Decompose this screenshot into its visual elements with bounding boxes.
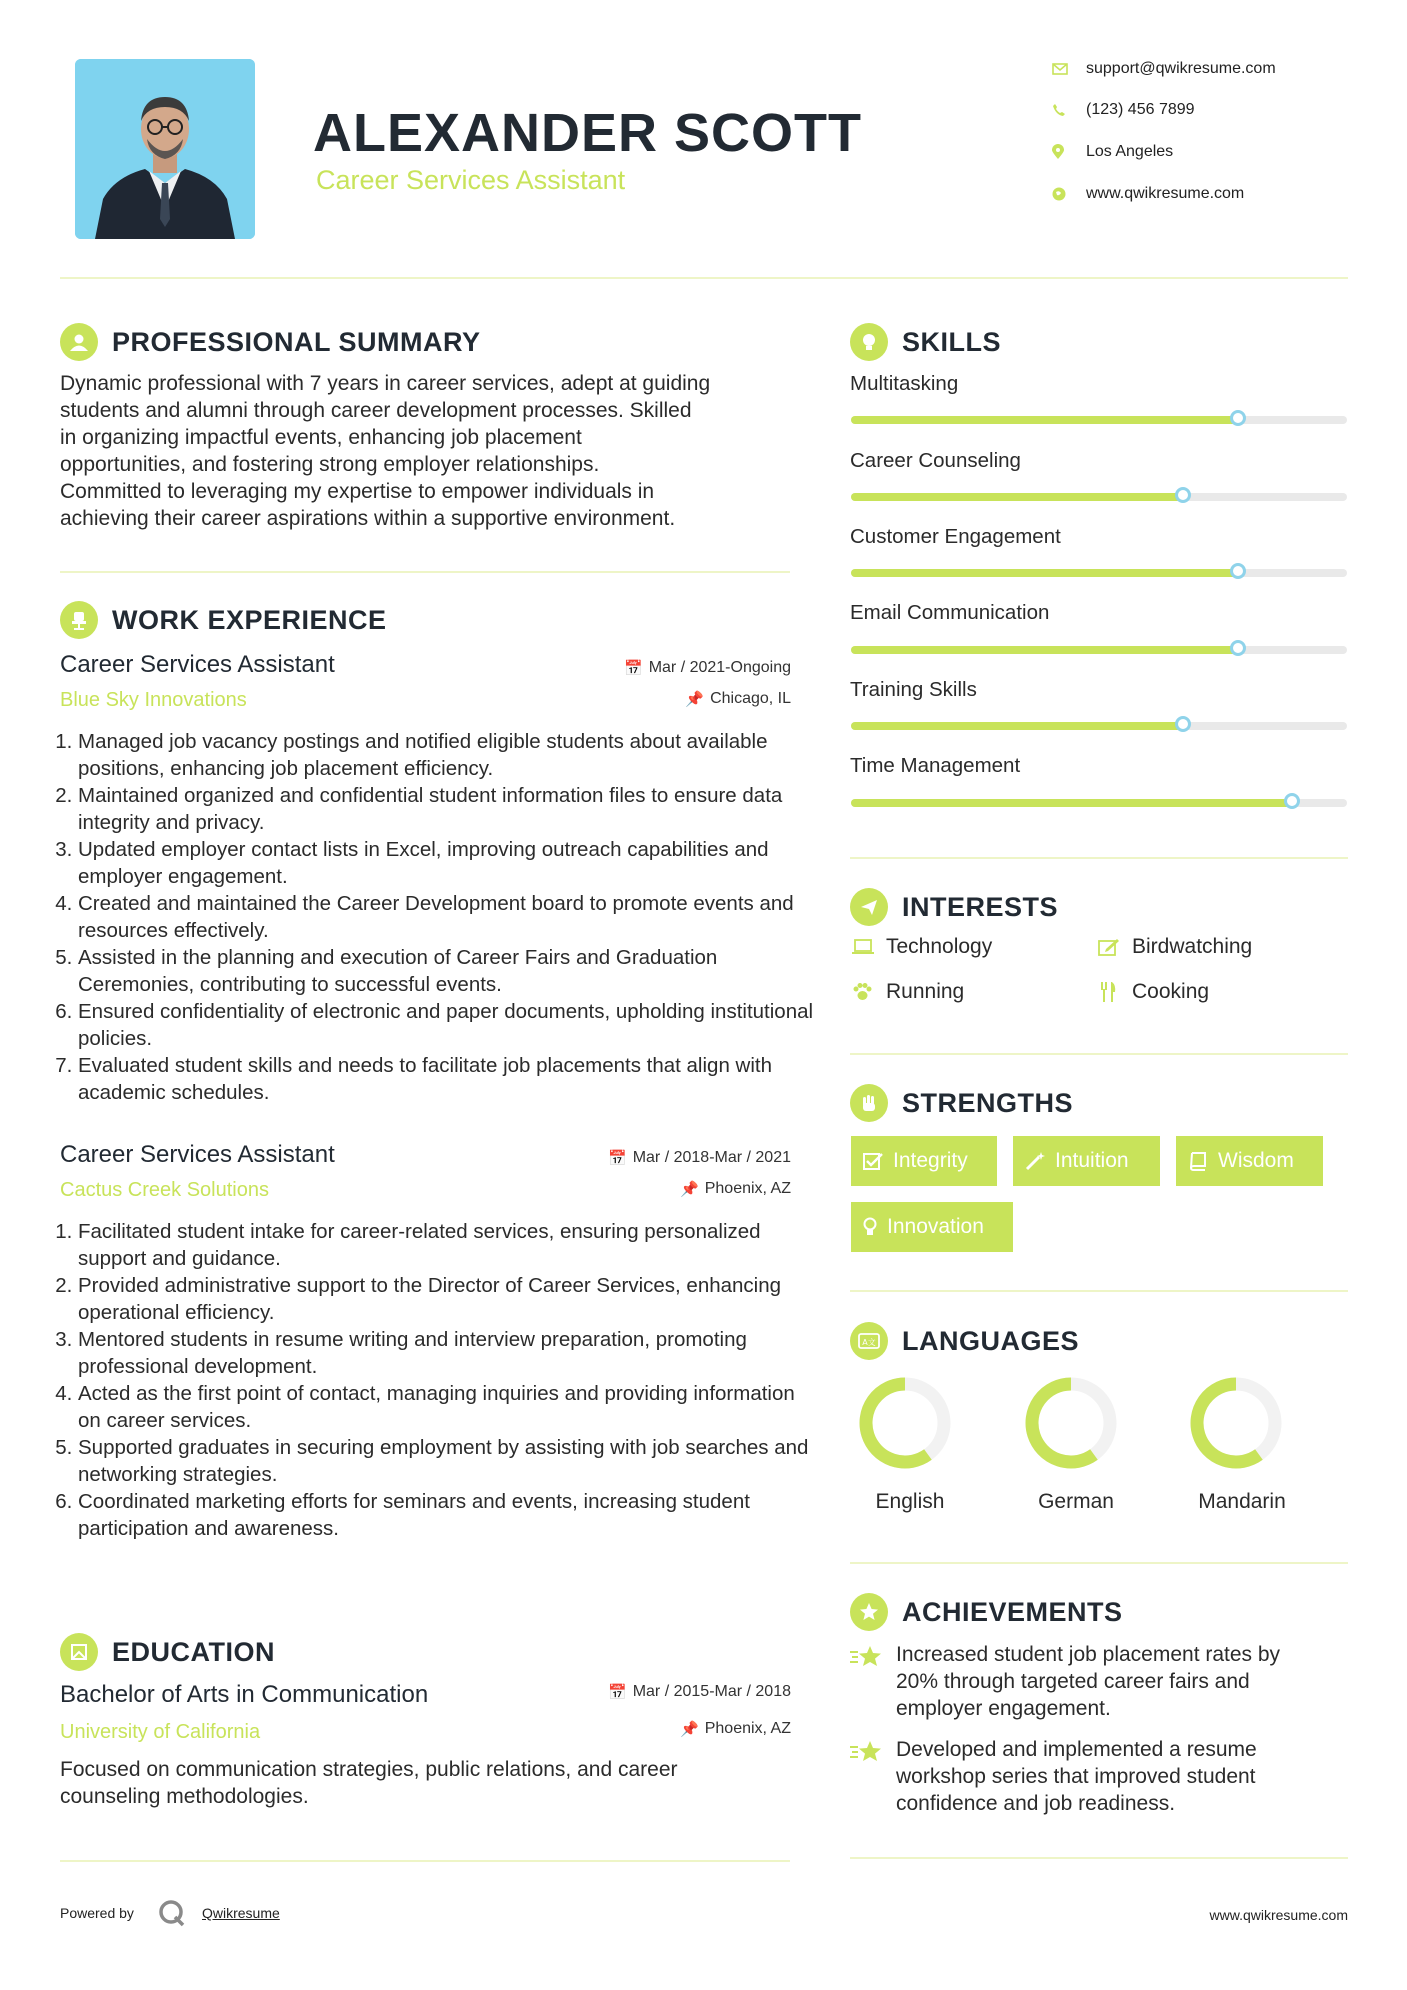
education-line: counseling methodologies. [60, 1785, 309, 1808]
interests-heading [850, 888, 1058, 926]
achievement-line: workshop series that improved student [896, 1765, 1256, 1788]
summary-line: opportunities, and fostering strong employer relationships. [60, 453, 600, 476]
list-item: 4. Acted as the first point of contact, managing inquiries and providing information on career services. [78, 1380, 818, 1434]
skill-bar [851, 493, 1347, 501]
edit-icon [1098, 938, 1132, 956]
section-divider [850, 1053, 1348, 1055]
skills-heading [850, 323, 1001, 361]
book-icon [1188, 1151, 1208, 1171]
job-location-text: Chicago, IL [710, 690, 791, 707]
svg-text:A文: A文 [862, 1338, 876, 1347]
achievement-line: Developed and implemented a resume [896, 1738, 1257, 1761]
list-item: 5. Supported graduates in securing employment by assisting with job searches and networking strategies. [78, 1434, 818, 1488]
section-divider [850, 1857, 1348, 1859]
calendar-icon: 📅 [608, 1684, 627, 1701]
list-item: 2. Maintained organized and confidential student information files to ensure data integrity and privacy. [78, 782, 818, 836]
education-description [60, 1756, 800, 1810]
interest-label: Technology [886, 935, 993, 958]
strength-label: Integrity [893, 1149, 968, 1172]
degree-title: Bachelor of Arts in Communication [60, 1681, 429, 1708]
job-date-text: Mar / 2021-Ongoing [648, 659, 791, 676]
contact-website[interactable] [1052, 182, 1352, 206]
list-item: 6. Coordinated marketing efforts for seminars and events, increasing student participation and awareness. [78, 1488, 818, 1542]
skill-bar-knob [1230, 410, 1246, 426]
magic-wand-icon [1025, 1151, 1045, 1171]
language-arc [1032, 1384, 1094, 1462]
strength-label: Wisdom [1218, 1149, 1294, 1172]
interest-label: Running [886, 980, 965, 1003]
list-item: 5. Assisted in the planning and execution of Career Fairs and Graduation Ceremonies, contributing to successful events. [78, 944, 818, 998]
interest-label: Birdwatching [1132, 935, 1253, 958]
summary-text [60, 370, 800, 532]
skill-name: Customer Engagement [850, 525, 1061, 548]
globe-icon [1052, 187, 1086, 201]
strength-tag [1176, 1136, 1323, 1186]
skill-bar [851, 722, 1347, 730]
summary-line: Dynamic professional with 7 years in career services, adept at guiding [60, 372, 711, 395]
languages-heading [850, 1322, 1079, 1360]
job-company: Blue Sky Innovations [60, 689, 247, 711]
skill-bar-fill [851, 722, 1183, 730]
summary-title: PROFESSIONAL SUMMARY [112, 326, 481, 357]
skill-bar [851, 646, 1347, 654]
list-item: 7. Evaluated student skills and needs to facilitate job placements that align with academic schedules. [78, 1052, 818, 1106]
lightbulb-icon [863, 1217, 877, 1237]
education-line: Focused on communication strategies, public relations, and career [60, 1758, 678, 1781]
education-date [500, 1683, 791, 1701]
section-divider [60, 571, 790, 573]
work-heading [60, 601, 387, 639]
achievement-line: Increased student job placement rates by [896, 1643, 1281, 1666]
achievements-title: ACHIEVEMENTS [902, 1596, 1123, 1627]
skill-name: Email Communication [850, 601, 1050, 624]
strength-label: Innovation [887, 1215, 984, 1238]
education-heading [60, 1633, 275, 1671]
envelope-icon [1052, 63, 1086, 75]
language-ring [855, 1373, 955, 1473]
language-name: Mandarin [1198, 1490, 1286, 1513]
summary-line: Committed to leveraging my expertise to empower individuals in [60, 480, 655, 503]
skill-bar-knob [1175, 487, 1191, 503]
section-divider [850, 1290, 1348, 1292]
skill-bar-fill [851, 569, 1238, 577]
user-icon [60, 323, 98, 361]
phone-icon [1052, 103, 1086, 117]
language-arc [1197, 1384, 1259, 1462]
skill-bar-fill [851, 799, 1292, 807]
list-item: 1. Managed job vacancy postings and notified eligible students about available positions, enhancing job placement efficiency. [78, 728, 818, 782]
header-divider [60, 277, 1348, 279]
interest-item [852, 935, 992, 959]
graduation-icon [60, 1633, 98, 1671]
job-company: Cactus Creek Solutions [60, 1179, 269, 1201]
job-location [500, 1180, 791, 1198]
achievement-line: 20% through targeted career fairs and [896, 1670, 1250, 1693]
lightbulb-icon [850, 323, 888, 361]
language-name: English [875, 1490, 945, 1513]
summary-heading [60, 323, 481, 361]
paw-icon [852, 983, 886, 1001]
school-name: University of California [60, 1721, 261, 1743]
achievement-line: confidence and job readiness. [896, 1792, 1176, 1815]
translate-icon [850, 1322, 888, 1360]
summary-line: achieving their career aspirations within a supportive environment. [60, 507, 676, 530]
language-arc [866, 1384, 928, 1462]
candidate-role: Career Services Assistant [316, 165, 626, 195]
pin-icon: 📌 [685, 691, 705, 708]
language-ring [1186, 1373, 1286, 1473]
list-item: 6. Ensured confidentiality of electronic and paper documents, upholding institutional policies. [78, 998, 818, 1052]
section-divider [850, 857, 1348, 859]
contact-email[interactable] [1052, 57, 1352, 81]
section-divider [60, 1860, 790, 1862]
pin-icon: 📌 [680, 1721, 699, 1738]
list-item: 2. Provided administrative support to the Director of Career Services, enhancing operational efficiency. [78, 1272, 818, 1326]
education-location [500, 1720, 791, 1738]
achievements-heading [850, 1593, 1123, 1631]
job-date [500, 1149, 791, 1167]
achievement-item [850, 1641, 1348, 1722]
interests-title: INTERESTS [902, 891, 1059, 922]
skills-title: SKILLS [902, 326, 1002, 357]
job-bullets [60, 1218, 818, 1542]
skill-bar-fill [851, 493, 1183, 501]
summary-line: in organizing impactful events, enhancing job placement [60, 426, 582, 449]
job-location-text: Phoenix, AZ [704, 1180, 791, 1197]
chair-icon [60, 601, 98, 639]
job-bullets [60, 728, 818, 1106]
achievement-item [850, 1736, 1348, 1817]
job-location [500, 690, 791, 708]
section-divider [850, 1562, 1348, 1564]
strength-tag [851, 1202, 1013, 1252]
map-pin-icon [1052, 144, 1086, 160]
skill-bar [851, 799, 1347, 807]
strengths-heading [850, 1084, 1073, 1122]
skill-name: Multitasking [850, 372, 959, 395]
interest-item [1098, 980, 1209, 1004]
strengths-title: STRENGTHS [902, 1087, 1074, 1118]
calendar-icon: 📅 [608, 1150, 627, 1167]
star-icon [850, 1593, 888, 1631]
pin-icon: 📌 [680, 1181, 699, 1198]
contact-email-text: support@qwikresume.com [1086, 60, 1276, 77]
job-title: Career Services Assistant [60, 1141, 335, 1168]
job-date-text: Mar / 2018-Mar / 2021 [632, 1149, 791, 1166]
skill-bar-knob [1230, 563, 1246, 579]
star-icon [850, 1736, 896, 1817]
powered-by-label: Powered by [60, 1905, 134, 1921]
contact-website-text: www.qwikresume.com [1086, 185, 1245, 202]
contact-location [1052, 140, 1352, 164]
cutlery-icon [1098, 981, 1132, 1003]
job-date [500, 659, 791, 677]
language-name: German [1038, 1490, 1114, 1513]
skill-bar-knob [1284, 793, 1300, 809]
summary-line: students and alumni through career development processes. Skilled [60, 399, 692, 422]
skill-bar-knob [1175, 716, 1191, 732]
checkbox-icon [863, 1152, 883, 1170]
language-ring [1021, 1373, 1121, 1473]
skill-bar-knob [1230, 640, 1246, 656]
education-date-text: Mar / 2015-Mar / 2018 [632, 1683, 791, 1700]
list-item: 3. Updated employer contact lists in Excel, improving outreach capabilities and employer engagement. [78, 836, 818, 890]
list-item: 4. Created and maintained the Career Development board to promote events and resources effectively. [78, 890, 818, 944]
education-location-text: Phoenix, AZ [704, 1720, 791, 1737]
skill-bar-fill [851, 646, 1238, 654]
skill-name: Time Management [850, 754, 1021, 777]
star-icon [850, 1641, 896, 1722]
education-title: EDUCATION [112, 1636, 275, 1667]
calendar-icon: 📅 [624, 660, 643, 677]
skill-name: Training Skills [850, 678, 977, 701]
paper-plane-icon [850, 888, 888, 926]
skill-bar [851, 569, 1347, 577]
contact-phone-text: (123) 456 7899 [1086, 101, 1195, 118]
qwikresume-link[interactable]: Qwikresume [202, 1905, 280, 1921]
laptop-icon [852, 939, 886, 955]
skill-name: Career Counseling [850, 449, 1021, 472]
list-item: 1. Facilitated student intake for career-related services, ensuring personalized support and guidance. [78, 1218, 818, 1272]
list-item: 3. Mentored students in resume writing and interview preparation, promoting professional development. [78, 1326, 818, 1380]
profile-photo [75, 59, 255, 239]
strength-tag [851, 1136, 997, 1186]
achievement-line: employer engagement. [896, 1697, 1111, 1720]
skill-bar [851, 416, 1347, 424]
contact-location-text: Los Angeles [1086, 143, 1174, 160]
interest-item [852, 980, 964, 1004]
candidate-name: ALEXANDER SCOTT [313, 103, 863, 163]
hand-icon [850, 1084, 888, 1122]
strength-label: Intuition [1055, 1149, 1129, 1172]
qwikresume-logo-icon [158, 1899, 186, 1932]
footer-website[interactable]: www.qwikresume.com [1209, 1907, 1348, 1923]
contact-phone[interactable] [1052, 98, 1352, 122]
strength-tag [1013, 1136, 1160, 1186]
languages-title: LANGUAGES [902, 1325, 1080, 1356]
skill-bar-fill [851, 416, 1238, 424]
interest-item [1098, 935, 1252, 959]
work-title: WORK EXPERIENCE [112, 604, 387, 635]
job-title: Career Services Assistant [60, 651, 335, 678]
interest-label: Cooking [1132, 980, 1210, 1003]
